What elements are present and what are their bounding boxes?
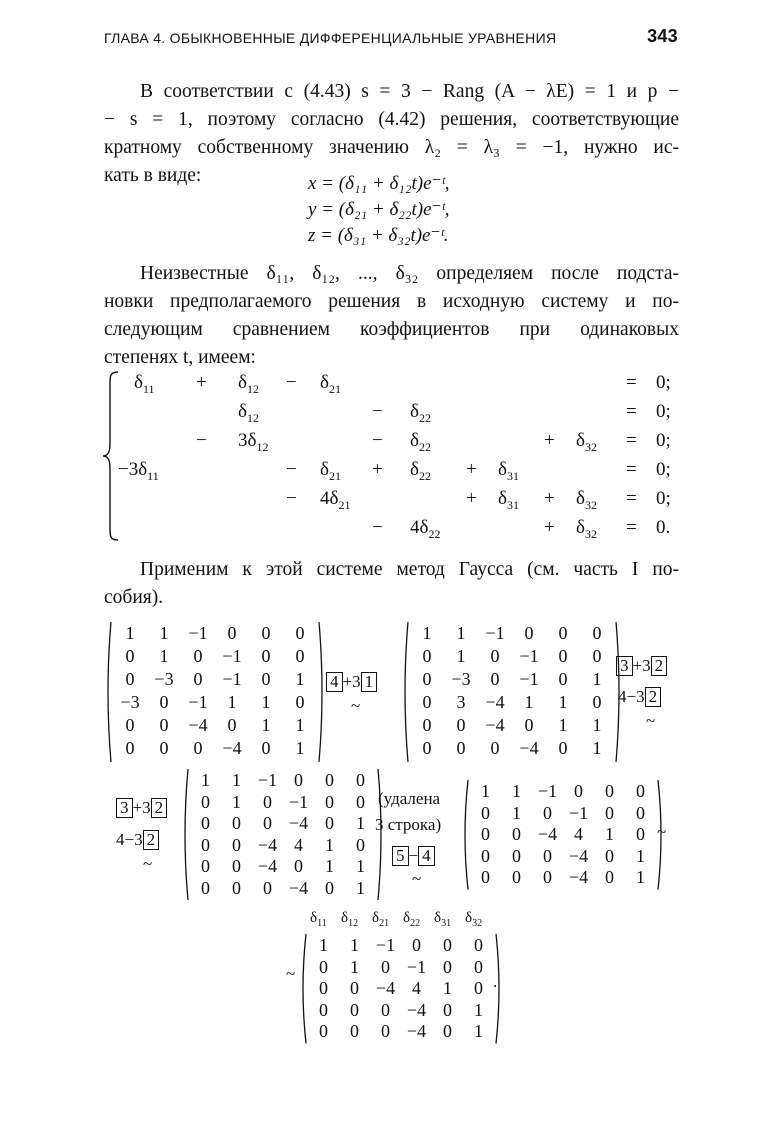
system-term: = <box>626 372 637 393</box>
system-term: = <box>626 430 637 451</box>
paragraph-2 <box>104 260 679 372</box>
system-term: $\delta_{11}$ <box>134 372 155 396</box>
removed-note: (удалена <box>378 789 441 808</box>
row-box: 4 <box>418 846 435 866</box>
left-brace-icon <box>100 368 122 544</box>
matrix-entry: 1 <box>159 623 169 643</box>
system-term: 0; <box>656 401 671 422</box>
system-term: $\delta_{32}$ <box>576 517 597 541</box>
system-term: + <box>466 488 477 509</box>
matrix-entry: −4 <box>257 856 278 876</box>
matrix-entry: 1 <box>295 669 305 689</box>
system-term: $\delta_{22}$ <box>410 459 431 483</box>
matrix-entry: 0 <box>422 715 432 735</box>
system-term: − <box>372 517 383 538</box>
matrix-entry: −4 <box>222 738 242 758</box>
row-box: 5 <box>392 846 409 866</box>
matrix-entry: 0 <box>381 1021 390 1041</box>
matrix-5 <box>298 932 504 1046</box>
matrix-entry: −4 <box>375 978 396 998</box>
matrix-entry: 1 <box>443 978 452 998</box>
system-term: + <box>372 459 383 480</box>
matrix-entry: 0 <box>232 856 241 876</box>
matrix-entry: 0 <box>263 877 272 898</box>
system-term: $\delta_{31}$ <box>498 488 519 512</box>
text-line: следующим сравнением коэффициентов при одинаковых <box>104 319 679 340</box>
matrix-entry: 1 <box>474 1021 483 1041</box>
matrix-entry: 0 <box>261 669 271 689</box>
equation-y: y = (δ₂₁ + δ₂₂t)e⁻ᵗ, <box>308 199 450 220</box>
matrix-entry: 0 <box>422 669 432 689</box>
row-box: 1 <box>361 672 378 692</box>
matrix-entry: 0 <box>524 623 534 643</box>
column-header: $\delta_{31}$ <box>434 910 452 929</box>
system-term: $\delta_{22}$ <box>410 430 431 454</box>
matrix-entry: 1 <box>125 623 135 643</box>
matrix-entry: 4 <box>574 824 583 844</box>
matrix-entry: 4 <box>412 978 421 998</box>
page-number: 343 <box>647 26 678 46</box>
system-term: 0. <box>656 517 671 538</box>
matrix-entry: 0 <box>636 802 645 823</box>
matrix-entry: 1 <box>558 715 568 735</box>
matrix-entry: 1 <box>295 715 305 735</box>
matrix-entry: 0 <box>261 623 271 643</box>
system-term: + <box>466 459 477 480</box>
system-term: 0; <box>656 372 671 393</box>
matrix-entry: 1 <box>201 770 210 790</box>
column-header: $\delta_{21}$ <box>372 910 390 929</box>
matrix-entry: 1 <box>636 845 645 866</box>
matrix-3 <box>180 767 386 902</box>
system-term: $4\delta_{21}$ <box>320 488 351 512</box>
matrix-entry: 0 <box>543 845 552 866</box>
row-operation-3b: 4−3 2 <box>116 830 159 850</box>
matrix-entry: −1 <box>188 623 208 643</box>
matrix-2 <box>400 620 624 764</box>
matrix-entry: −1 <box>537 781 558 801</box>
matrix-1 <box>103 620 327 764</box>
matrix-entry: 0 <box>125 669 135 689</box>
matrix-entry: 0 <box>381 956 390 977</box>
matrix-entry: 0 <box>512 845 521 866</box>
matrix-entry: 1 <box>356 813 365 833</box>
matrix-entry: 0 <box>356 770 365 790</box>
matrix-entry: 0 <box>443 1021 452 1041</box>
matrix-entry: −1 <box>406 956 427 977</box>
matrix-entry: −1 <box>257 770 278 790</box>
matrix-entry: 1 <box>232 791 241 812</box>
matrix-entry: 0 <box>356 791 365 812</box>
matrix-entry: 0 <box>159 692 169 712</box>
matrix-entry: 0 <box>232 834 241 855</box>
matrix-entry: 0 <box>605 781 614 801</box>
matrix-entry: −1 <box>375 935 396 955</box>
matrix-entry: 0 <box>193 669 203 689</box>
matrix-entry: 0 <box>490 738 500 758</box>
matrix-entry: 0 <box>295 692 305 712</box>
final-period: . <box>493 972 498 991</box>
matrix-entry: 1 <box>350 956 359 977</box>
matrix-entry: 0 <box>481 802 490 823</box>
matrix-entry: 0 <box>227 623 237 643</box>
row-box: 3 <box>116 798 133 818</box>
text-line: кать в виде: <box>104 165 202 186</box>
matrix-entry: 1 <box>592 738 602 758</box>
row-box: 2 <box>645 687 662 707</box>
matrix-entry: 0 <box>201 877 210 898</box>
system-term: = <box>626 488 637 509</box>
matrix-entry: 1 <box>524 692 534 712</box>
column-header: $\delta_{32}$ <box>465 910 483 929</box>
matrix-entry: −4 <box>288 877 309 898</box>
matrix-entry: 3 <box>456 692 466 712</box>
equivalence-sign: ~ <box>646 711 656 730</box>
removed-note: 3 строка) <box>375 815 442 834</box>
system-term: $\delta_{12}$ <box>238 372 259 396</box>
equation-z: z = (δ₃₁ + δ₃₂t)e⁻ᵗ. <box>308 225 449 246</box>
matrix-entry: 1 <box>261 715 271 735</box>
text-line: Неизвестные δ₁₁, δ₁₂, ..., δ₃₂ определяем после подста- <box>140 263 679 284</box>
matrix-entry: −1 <box>222 669 242 689</box>
system-term: = <box>626 517 637 538</box>
matrix-entry: 1 <box>456 623 466 643</box>
matrix-entry: 1 <box>350 935 359 955</box>
matrix-entry: 0 <box>193 738 203 758</box>
system-term: + <box>544 430 555 451</box>
system-term: $4\delta_{22}$ <box>410 517 441 541</box>
matrix-entry: −1 <box>222 646 242 666</box>
row-operation-4: 5 − 4 <box>392 846 435 866</box>
matrix-entry: 0 <box>261 738 271 758</box>
matrix-entry: 0 <box>558 669 568 689</box>
matrix-entry: 1 <box>325 856 334 876</box>
system-term: 0; <box>656 488 671 509</box>
matrix-entry: −4 <box>257 834 278 855</box>
matrix-entry: 0 <box>295 646 305 666</box>
matrix-entry: 0 <box>490 669 500 689</box>
matrix-entry: 0 <box>605 802 614 823</box>
equivalence-sign: ~ <box>143 854 153 873</box>
column-header: $\delta_{12}$ <box>341 910 359 929</box>
row-box: 2 <box>143 830 160 850</box>
system-term: 0; <box>656 430 671 451</box>
row-operation-2: 3 +3 2 <box>616 656 667 676</box>
row-operation-1: 4 +3 1 <box>326 672 377 692</box>
matrix-entry: 1 <box>325 834 334 855</box>
system-term: $\delta_{12}$ <box>238 401 259 425</box>
system-term: $\delta_{21}$ <box>320 372 341 396</box>
text-line: − s = 1, поэтому согласно (4.42) решения, соответствующие <box>104 109 679 130</box>
matrix-entry: 0 <box>543 867 552 887</box>
chapter-title: ГЛАВА 4. ОБЫКНОВЕННЫЕ ДИФФЕРЕНЦИАЛЬНЫЕ УРАВНЕНИЯ <box>104 30 557 46</box>
matrix-entry: −3 <box>154 669 174 689</box>
matrix-entry: 0 <box>456 738 466 758</box>
matrix-entry: 0 <box>422 692 432 712</box>
matrix-entry: 0 <box>481 867 490 887</box>
system-term: − <box>372 430 383 451</box>
matrix-entry: 0 <box>294 856 303 876</box>
system-term: $\delta_{22}$ <box>410 401 431 425</box>
matrix-entry: 0 <box>474 956 483 977</box>
matrix-entry: 0 <box>443 999 452 1020</box>
matrix-entry: 0 <box>592 692 602 712</box>
system-term: − <box>286 488 297 509</box>
matrix-entry: 0 <box>558 738 568 758</box>
system-term: − <box>196 430 207 451</box>
system-term: $3\delta_{12}$ <box>238 430 269 454</box>
matrix-entry: 1 <box>295 738 305 758</box>
matrix-entry: −4 <box>406 999 427 1020</box>
matrix-entry: 0 <box>412 935 421 955</box>
matrix-entry: 0 <box>261 646 271 666</box>
matrix-entry: 0 <box>592 646 602 666</box>
matrix-entry: 0 <box>159 715 169 735</box>
matrix-entry: 0 <box>636 781 645 801</box>
matrix-entry: 1 <box>512 781 521 801</box>
matrix-entry: 0 <box>456 715 466 735</box>
matrix-entry: 1 <box>592 669 602 689</box>
system-term: 0; <box>656 459 671 480</box>
matrix-entry: −3 <box>120 692 140 712</box>
matrix-entry: 0 <box>543 802 552 823</box>
matrix-entry: 0 <box>125 715 135 735</box>
system-term: = <box>626 401 637 422</box>
matrix-entry: 0 <box>319 956 328 977</box>
matrix-entry: 0 <box>125 738 135 758</box>
system-term: $\delta_{32}$ <box>576 488 597 512</box>
row-operation-3: 3 +3 2 <box>116 798 167 818</box>
matrix-entry: 0 <box>512 867 521 887</box>
equivalence-sign: ~ <box>412 869 422 888</box>
matrix-entry: 0 <box>443 956 452 977</box>
matrix-entry: 0 <box>474 935 483 955</box>
matrix-entry: −1 <box>568 802 589 823</box>
matrix-entry: 0 <box>295 623 305 643</box>
system-term: = <box>626 459 637 480</box>
matrix-entry: 0 <box>294 770 303 790</box>
matrix-entry: 1 <box>636 867 645 887</box>
column-header: $\delta_{11}$ <box>310 910 327 929</box>
matrix-entry: 1 <box>356 856 365 876</box>
matrix-entry: 0 <box>201 856 210 876</box>
row-box: 3 <box>616 656 633 676</box>
matrix-entry: 0 <box>636 824 645 844</box>
matrix-entry: 0 <box>263 813 272 833</box>
equivalence-sign: ~ <box>351 696 361 715</box>
matrix-entry: 0 <box>325 813 334 833</box>
row-box: 2 <box>151 798 168 818</box>
matrix-entry: 0 <box>558 646 568 666</box>
equation-x: x = (δ₁₁ + δ₁₂t)e⁻ᵗ, <box>308 173 450 194</box>
matrix-entry: 0 <box>481 845 490 866</box>
matrix-entry: 0 <box>490 646 500 666</box>
matrix-entry: 0 <box>574 781 583 801</box>
matrix-entry: 1 <box>261 692 271 712</box>
matrix-entry: 0 <box>201 791 210 812</box>
equation-system <box>100 368 680 544</box>
matrix-entry: 0 <box>356 834 365 855</box>
matrix-entry: 0 <box>524 715 534 735</box>
system-term: + <box>544 517 555 538</box>
matrix-entry: −4 <box>519 738 539 758</box>
system-term: − <box>286 459 297 480</box>
matrix-entry: 0 <box>159 738 169 758</box>
matrix-entry: 1 <box>474 999 483 1020</box>
matrix-entry: 0 <box>232 813 241 833</box>
matrix-entry: −4 <box>288 813 309 833</box>
row-box: 2 <box>651 656 668 676</box>
matrix-entry: −1 <box>188 692 208 712</box>
matrix-entry: 1 <box>456 646 466 666</box>
matrix-entry: 0 <box>350 1021 359 1041</box>
matrix-entry: −3 <box>451 669 471 689</box>
text-line: новки предполагаемого решения в исходную систему и по- <box>104 291 679 312</box>
matrix-entry: 0 <box>319 1021 328 1041</box>
text-line: В соответствии с (4.43) s = 3 − Rang (A − λE) = 1 и p − <box>140 81 679 102</box>
matrix-entry: −1 <box>519 669 539 689</box>
system-term: $\delta_{21}$ <box>320 459 341 483</box>
matrix-entry: 4 <box>294 834 303 855</box>
matrix-entry: 0 <box>422 646 432 666</box>
matrix-entry: −4 <box>568 867 589 887</box>
text-line: собия). <box>104 587 164 608</box>
matrix-entry: 1 <box>159 646 169 666</box>
matrix-entry: 0 <box>319 978 328 998</box>
matrix-entry: 1 <box>481 781 490 801</box>
matrix-entry: 1 <box>512 802 521 823</box>
matrix-entry: −1 <box>288 791 309 812</box>
column-header: $\delta_{22}$ <box>403 910 421 929</box>
system-term: $-3\delta_{11}$ <box>118 459 159 483</box>
matrix-entry: 0 <box>605 845 614 866</box>
matrix-entry: 1 <box>232 770 241 790</box>
matrix-entry: 1 <box>319 935 328 955</box>
matrix-entry: 0 <box>350 978 359 998</box>
matrix-entry: 0 <box>319 999 328 1020</box>
matrix-entry: −4 <box>188 715 208 735</box>
system-term: − <box>372 401 383 422</box>
matrix-entry: 1 <box>356 877 365 898</box>
matrix-entry: 0 <box>263 791 272 812</box>
matrix-entry: 0 <box>232 877 241 898</box>
system-term: + <box>544 488 555 509</box>
matrix-entry: 0 <box>512 824 521 844</box>
matrix-entry: −1 <box>485 623 505 643</box>
matrix-entry: 0 <box>325 877 334 898</box>
matrix-entry: 0 <box>350 999 359 1020</box>
matrix-entry: 0 <box>381 999 390 1020</box>
paragraph-3 <box>104 556 679 612</box>
matrix-entry: 1 <box>605 824 614 844</box>
row-operation-2b: 4−3 2 <box>618 687 661 707</box>
system-term: − <box>286 372 297 393</box>
matrix-entry: 0 <box>201 834 210 855</box>
matrix-entry: 0 <box>443 935 452 955</box>
matrix-entry: 0 <box>422 738 432 758</box>
text-line: Применим к этой системе метод Гаусса (см. часть I по- <box>140 559 679 580</box>
matrix-entry: 0 <box>481 824 490 844</box>
system-term: $\delta_{31}$ <box>498 459 519 483</box>
matrix-entry: 0 <box>125 646 135 666</box>
matrix-entry: 1 <box>592 715 602 735</box>
matrix-entry: 0 <box>325 770 334 790</box>
matrix-entry: 0 <box>592 623 602 643</box>
matrix-4 <box>460 778 666 892</box>
matrix-entry: −4 <box>406 1021 427 1041</box>
text-line: степенях t, имеем: <box>104 347 256 368</box>
matrix-entry: 1 <box>227 692 237 712</box>
equivalence-sign: ~ <box>286 964 296 983</box>
matrix-entry: 1 <box>422 623 432 643</box>
matrix-entry: −4 <box>537 824 558 844</box>
row-box: 4 <box>326 672 343 692</box>
matrix-entry: −4 <box>568 845 589 866</box>
matrix-entry: 0 <box>474 978 483 998</box>
matrix-entry: 0 <box>605 867 614 887</box>
matrix-entry: −4 <box>485 692 505 712</box>
matrix-entry: 0 <box>325 791 334 812</box>
matrix-entry: 0 <box>193 646 203 666</box>
matrix-entry: 1 <box>558 692 568 712</box>
system-term: + <box>196 372 207 393</box>
running-header <box>104 26 678 52</box>
matrix-entry: −4 <box>485 715 505 735</box>
matrix-entry: 0 <box>201 813 210 833</box>
system-term: $\delta_{32}$ <box>576 430 597 454</box>
matrix-entry: −1 <box>519 646 539 666</box>
text-line: кратному собственному значению λ₂ = λ₃ = −1, нужно ис- <box>104 137 679 158</box>
matrix-entry: 0 <box>227 715 237 735</box>
matrix-entry: 0 <box>558 623 568 643</box>
equivalence-sign: ~ <box>657 822 667 841</box>
